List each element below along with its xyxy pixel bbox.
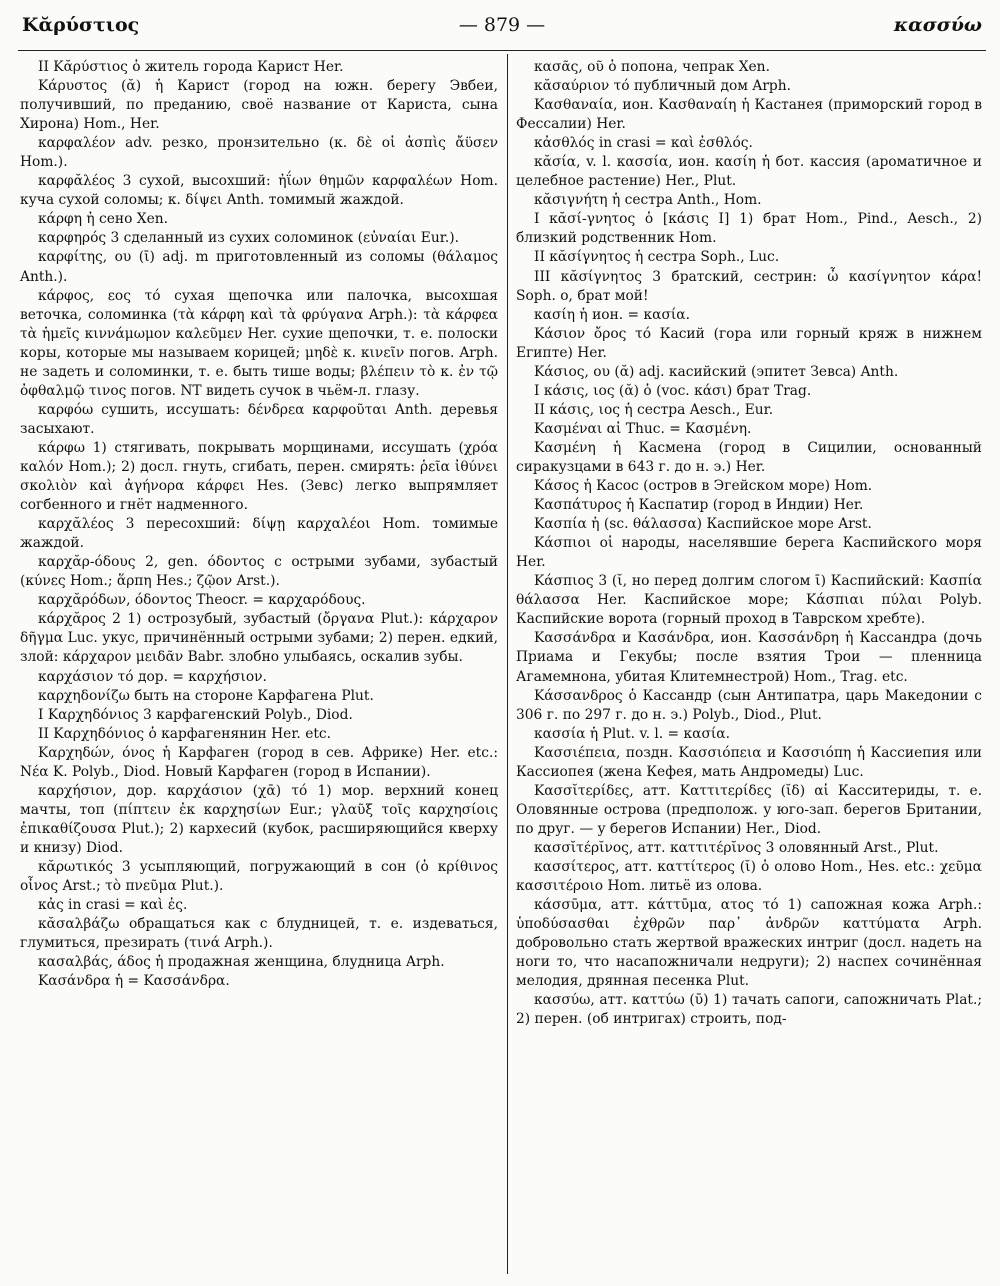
entry-definition: 3 сухой, высохший: ἠΐων θημῶν καρφαλέων Hom. куча сухой соломы; κ. δίψει Anth. томимый жаждой. <box>20 173 498 209</box>
entry-definition: ἡ Каспатир (город в Индии) Her. <box>621 497 864 514</box>
dictionary-entry <box>516 534 982 572</box>
dictionary-entry <box>20 248 498 286</box>
dictionary-entry <box>20 687 498 706</box>
entry-definition: ἡ Кассиепия или Кассиопея (жена Кефея, мать Андромеды) Luc. <box>516 744 982 780</box>
entry-headword: Κάρυστος <box>38 78 108 95</box>
entry-headword: κασσία <box>534 725 586 742</box>
entry-headword: καρχᾰρ-όδους 2, gen. όδοντος <box>38 554 265 571</box>
entry-headword: Κασπία <box>534 516 587 533</box>
entry-definition: 3 сделанный из сухих соломинок (εὐναίαι Eur.). <box>106 230 459 247</box>
dictionary-entry <box>516 515 982 534</box>
entry-headword: Κασσιέπεια, поздн. Κασσιόπεια и Κασσιόπη <box>534 744 852 761</box>
entry-definition: οἱ народы, населявшие берега Каспийского моря Her. <box>516 535 982 571</box>
entry-definition: (ᾰ) adj. касийский (эпитет Зевса) Anth. <box>609 363 899 380</box>
entry-headword: Κάσιος, ου <box>534 363 610 380</box>
dictionary-entry <box>20 439 498 515</box>
entry-headword: καρχᾰλέος <box>38 516 114 533</box>
dictionary-entry <box>516 382 982 401</box>
dictionary-entry <box>20 744 498 782</box>
entry-headword: καρφᾰλέος <box>38 173 115 190</box>
entry-definition: (ῑ) adj. m приготовленный из соломы (θάλαμος Anth.). <box>20 249 498 285</box>
entry-headword: κασαλβάς, άδος <box>38 954 151 971</box>
entry-definition: сушить, иссушать: δένδρεα καρφοῦται Anth. деревья засыхают. <box>20 401 498 437</box>
entry-headword: Κάσσανδρος <box>534 687 623 704</box>
entry-definition: (ῐ) ὁ олово Hom., Hes. etc.: χεῦμα κασσιτέροιο Hom. литьё из олова. <box>516 858 983 895</box>
dictionary-entry <box>20 287 498 401</box>
entry-headword: κἀς <box>38 897 64 914</box>
dictionary-entry <box>516 96 982 134</box>
entry-headword: II Κᾰρύστιος <box>38 59 128 75</box>
entry-headword: κασᾶς, οῦ <box>534 59 604 75</box>
entry-headword: κάρφη <box>38 211 82 228</box>
dictionary-entry <box>20 915 498 953</box>
entry-headword: κᾰσαύριον <box>534 78 610 95</box>
entry-headword: I κάσις, ιος <box>534 382 615 399</box>
entry-definition: быть на стороне Карфагена Plut. <box>129 687 374 704</box>
entry-headword: Κασμένη <box>534 439 596 456</box>
dictionary-entry <box>516 420 982 439</box>
dictionary-entry <box>20 725 498 744</box>
entry-headword: κάρφω <box>38 439 85 456</box>
entry-definition: (ῐδ) αἱ Касситериды, т. е. Оловянные острова (предполож. у юго-зап. берегов Британии, по друг. — у берегов Испании) Her., Diod. <box>516 782 982 837</box>
dictionary-entry <box>516 839 982 858</box>
entry-headword: Κασάνδρα <box>38 973 111 990</box>
entry-definition: 3 пересохший: δίψῃ καρχαλέοι Hom. томимые жаждой. <box>20 516 498 552</box>
dictionary-entry <box>516 629 982 686</box>
entry-headword: κάρφος, εος <box>38 287 131 304</box>
entry-headword: κάσσῡμα, атт. κάττῡμα, ατος <box>534 897 754 914</box>
dictionary-entry <box>516 268 982 306</box>
dictionary-entry <box>20 896 498 915</box>
entry-headword: Κασθαναία, ион. Κασθαναίη <box>534 97 737 114</box>
entry-definition: ὁ житель города Карист Her. <box>127 59 344 75</box>
entry-headword: καρφόω <box>38 401 94 418</box>
dictionary-entry <box>516 782 982 839</box>
entry-definition: ἡ бот. кассия (ароматичное и целебное растение) Her., Plut. <box>516 154 983 190</box>
entry-headword: II κάσις, ιος <box>534 401 620 418</box>
dictionary-entry <box>20 782 498 858</box>
right-column <box>516 58 982 1029</box>
dictionary-entry <box>516 248 982 267</box>
entry-definition: 3 оловянный Arst., Plut. <box>761 839 939 856</box>
entry-headword: κασσύω, атт. καττύω <box>534 992 685 1009</box>
entry-headword: I κᾰσί-γνητος <box>534 211 636 228</box>
entry-definition: (ᾰ) ὁ (voc. κάσι) брат Trag. <box>614 382 812 399</box>
entry-headword: Κασπάτυρος <box>534 497 622 514</box>
entry-definition: 3 усыпляющий, погружающий в сон (ὁ κρίθινος οἶνος Arst.; τὸ πνεῦμα Plut.). <box>20 858 498 895</box>
entry-definition: (χᾱ) τό 1) мор. верхний конец мачты, топ (πίπτειν ἐκ καρχησίων Eur.; γλαῦξ τοῖς καρχησίοις ἐπικαθίζουσα Plut.); 2) кархесий (кубок, расширяющийся кверху и книзу) Diod. <box>20 782 498 856</box>
left-column <box>20 58 498 991</box>
entry-definition: adv. резко, пронзительно (κ. δὲ οἱ ἀσπὶς ἄϋσεν Hom.). <box>20 135 498 171</box>
entry-definition: ὁ попона, чепрак Xen. <box>603 59 770 75</box>
entry-definition: αἱ Thuc. = Κασμένη. <box>602 420 752 437</box>
entry-headword: III κᾰσίγνητος <box>534 268 642 285</box>
entry-definition: τό Касий (гора или горный кряж в нижнем Египте) Her. <box>516 325 983 361</box>
entry-headword: Κασμέναι <box>534 420 603 437</box>
entry-definition: Theocr. = καρχαρόδους. <box>191 592 366 609</box>
dictionary-entry <box>516 687 982 725</box>
dictionary-entry <box>20 58 498 77</box>
dictionary-entry <box>516 572 982 629</box>
entry-definition: ἡ Plut. v. l. = κασία. <box>585 725 730 742</box>
entry-definition: ὁ [κάσις I] 1) брат Hom., Pind., Aesch., 2) близкий родственник Hom. <box>516 211 982 247</box>
dictionary-entry <box>516 439 982 477</box>
dictionary-entry <box>20 77 498 134</box>
entry-definition: ἡ = Κασσάνδρα. <box>110 973 230 990</box>
entry-definition: ἡ Кастанея (приморский город в Фессалии) Her. <box>516 97 982 133</box>
dictionary-entry <box>20 858 498 896</box>
entry-headword: I Καρχηδόνιος <box>38 706 139 723</box>
entry-headword: Κάσιον ὄρος <box>534 325 627 342</box>
dictionary-entry <box>516 477 982 496</box>
dictionary-entry <box>20 401 498 439</box>
entry-headword: κἀσθλός <box>534 135 595 152</box>
entry-definition: ἡ сестра Anth., Hom. <box>607 192 762 209</box>
entry-headword: κασσῐτέρῐνος, атт. καττιτέρῐνος <box>534 839 762 856</box>
dictionary-entry <box>516 725 982 744</box>
dictionary-entry <box>516 77 982 96</box>
dictionary-entry <box>516 153 982 191</box>
entry-headword: καρχάσιον <box>38 668 114 685</box>
entry-definition: τό публичный дом Arph. <box>609 78 792 95</box>
entry-definition: τό 1) сапожная кожа Arph.: ὑποδύσασθαι ἐχθρῶν παρ᾽ ἀνδρῶν καττύματα Arph. добровольно стать жертвой вражеских интриг (досл. надеть на ноги то, что насапожничали недруги); 2) наспех сочинённая мелодия, дрянная песенка Plut. <box>516 897 982 990</box>
entry-definition: (ῡ) 1) тачать сапоги, сапожничать Plat.; 2) перен. (об интригах) строить, под- <box>516 992 982 1028</box>
dictionary-entry <box>20 553 498 591</box>
entry-headword: καρχήσιον, дор. καρχάσιον <box>38 782 243 799</box>
entry-headword: καρχᾰρόδων, όδοντος <box>38 592 192 609</box>
dictionary-entry <box>20 610 498 667</box>
entry-definition: ἡ Карфаген (город в сев. Африке) Her. etc.: Νέα Κ. Polyb., Diod. Новый Карфаген (город в Испании). <box>20 744 498 780</box>
entry-definition: ἡ Касос (остров в Эгейском море) Hom. <box>579 478 873 495</box>
column-divider <box>507 54 508 1274</box>
entry-definition: ἡ сено Xen. <box>81 211 169 228</box>
dictionary-entry <box>516 191 982 210</box>
entry-headword: κᾰσία, v. l. κασσία, ион. κασίη <box>534 154 757 171</box>
dictionary-entry <box>20 515 498 553</box>
entry-definition: 2 1) острозубый, зубастый (ὄργανα Plut.): κάρχαρον δῆγμα Luc. укус, причинённый острыми зубами; 2) перен. едкий, злой: κάρχαρον μειδᾶν Babr. злобно улыбаясь, оскалив зубы. <box>20 611 498 666</box>
entry-definition: 1) стягивать, покрывать морщинами, иссушать (χρόα καλόν Hom.); 2) досл. гнуть, сгибать, перен. смирять: ῥεῖα ἰθύνει σκολιὸν καὶ ἀγήνορα κάρφει Hes. (Зевс) легко выпрямляет согбенного и гнёт надменного. <box>20 439 498 514</box>
header-rule <box>18 50 986 51</box>
dictionary-entry <box>516 991 982 1029</box>
entry-headword: Καρχηδών, όνος <box>38 744 155 761</box>
entry-definition: ἡ ион. = κασία. <box>575 306 690 323</box>
entry-headword: κασσίτερος, атт. καττίτερος <box>534 858 735 875</box>
entry-headword: καρχηδονίζω <box>38 687 130 704</box>
entry-definition: ἡ сестра Aesch., Eur. <box>620 401 774 418</box>
dictionary-entry <box>20 134 498 172</box>
entry-definition: (ᾰ) ἡ Карист (город на южн. берегу Эвбеи, получивший, по преданию, своё название от Кариста, сына Хирона) Hom., Her. <box>20 78 498 133</box>
dictionary-entry <box>516 896 982 991</box>
entry-headword: Κασσῐτερίδες, атт. Καττιτερίδες <box>534 782 772 799</box>
page-number: — 879 — <box>458 14 546 36</box>
entry-headword: κᾰσαλβάζω <box>38 916 120 933</box>
entry-definition: обращаться как с блудницей, т. е. издеваться, глумиться, презирать (τινά Arph.). <box>20 916 498 952</box>
header-right-guideword: κασσύω <box>893 14 982 36</box>
entry-headword: κᾰρωτικός <box>38 858 114 875</box>
entry-definition: τό дор. = καρχήσιον. <box>113 668 267 685</box>
dictionary-entry <box>20 210 498 229</box>
dictionary-entry <box>516 363 982 382</box>
entry-definition: ὁ Кассандр (сын Антипатра, царь Македонии с 306 г. по 297 г. до н. э.) Polyb., Diod., Plut. <box>516 687 982 723</box>
dictionary-entry <box>516 210 982 248</box>
entry-definition: 3 (ῐ, но перед долгим слогом ῑ) Каспийский: Κασπία θάλασσα Her. Каспийское море; Κάσπιαι πύλαι Polyb. Каспийские ворота (горный проход в Таврском хребте). <box>516 573 982 628</box>
dictionary-entry <box>516 858 982 896</box>
entry-definition: in crasi = καὶ ἐς. <box>63 897 188 914</box>
dictionary-entry <box>516 325 982 363</box>
dictionary-entry <box>20 972 498 991</box>
entry-headword: Κάσος <box>534 478 580 495</box>
dictionary-entry <box>516 401 982 420</box>
entry-headword: Κάσπιος <box>534 573 594 590</box>
entry-headword: καρφαλέον <box>38 135 116 152</box>
entry-headword: κάρχᾰρος <box>38 611 106 628</box>
entry-headword: II Καρχηδόνιος <box>38 725 145 742</box>
dictionary-entry <box>516 306 982 325</box>
dictionary-entry <box>516 134 982 153</box>
dictionary-entry <box>516 58 982 77</box>
entry-definition: τό сухая щепочка или палочка, высохшая веточка, соломинка (τὰ κάρφη καὶ τὰ φρύγανα Arph.): τὰ κάρφεα τὰ ἡμεῖς κιννάμωμον καλεῦμεν Her. сухие щепочки, т. е. полоски коры, которые мы называем корицей; μηδὲ κ. κινεῖν погов. Arph. не задеть и соломинки, т. е. быть тише воды; βλέπειν τὸ κ. ἐν τῷ ὀφθαλμῷ τινος погов. NT видеть сучок в чьём-л. глазу. <box>20 287 498 399</box>
entry-headword: II κᾰσίγνητος <box>534 249 631 266</box>
dictionary-entry <box>20 953 498 972</box>
entry-definition: с острыми зубами, зубастый (κύνες Hom.; ἅρπη Hes.; ζῷον Arst.). <box>20 554 499 590</box>
entry-definition: ἡ Кассандра (дочь Приама и Гекубы; после взятия Трои — пленница Агамемнона, убитая Клитемнестрой) Hom., Trag. etc. <box>516 630 982 685</box>
entry-definition: ὁ карфагенянин Her. etc. <box>144 725 332 742</box>
dictionary-entry <box>20 706 498 725</box>
entry-definition: ἡ (sc. θάλασσα) Каспийское море Arst. <box>586 516 872 533</box>
entry-headword: καρφίτης, ου <box>38 249 132 266</box>
dictionary-entry <box>20 668 498 687</box>
page-header <box>22 14 982 44</box>
dictionary-entry <box>20 172 498 210</box>
dictionary-entry <box>20 591 498 610</box>
entry-definition: in crasi = καὶ ἐσθλός. <box>594 135 753 152</box>
entry-headword: κασίη <box>534 306 576 323</box>
header-left-guideword: Κᾰρύστιος <box>22 14 140 36</box>
entry-headword: Κασσάνδρα и Κασάνδρα, ион. Κασσάνδρη <box>534 630 839 647</box>
dictionary-entry <box>516 496 982 515</box>
entry-definition: ἡ продажная женщина, блудница Arph. <box>150 954 445 971</box>
entry-definition: 3 карфагенский Polyb., Diod. <box>138 706 353 723</box>
dictionary-entry <box>20 229 498 248</box>
dictionary-entry <box>516 744 982 782</box>
entry-headword: καρφηρός <box>38 230 107 247</box>
entry-definition: ἡ сестра Soph., Luc. <box>630 249 780 266</box>
entry-headword: κᾰσιγνήτη <box>534 192 608 209</box>
entry-definition: ἡ Касмена (город в Сицилии, основанный сиракузцами в 643 г. до н. э.) Her. <box>516 439 982 475</box>
entry-headword: Κάσπιοι <box>534 535 592 552</box>
entry-definition: 3 братский, сестрин: ὦ κασίγνητον κάρα! Soph. о, брат мой! <box>516 268 982 304</box>
